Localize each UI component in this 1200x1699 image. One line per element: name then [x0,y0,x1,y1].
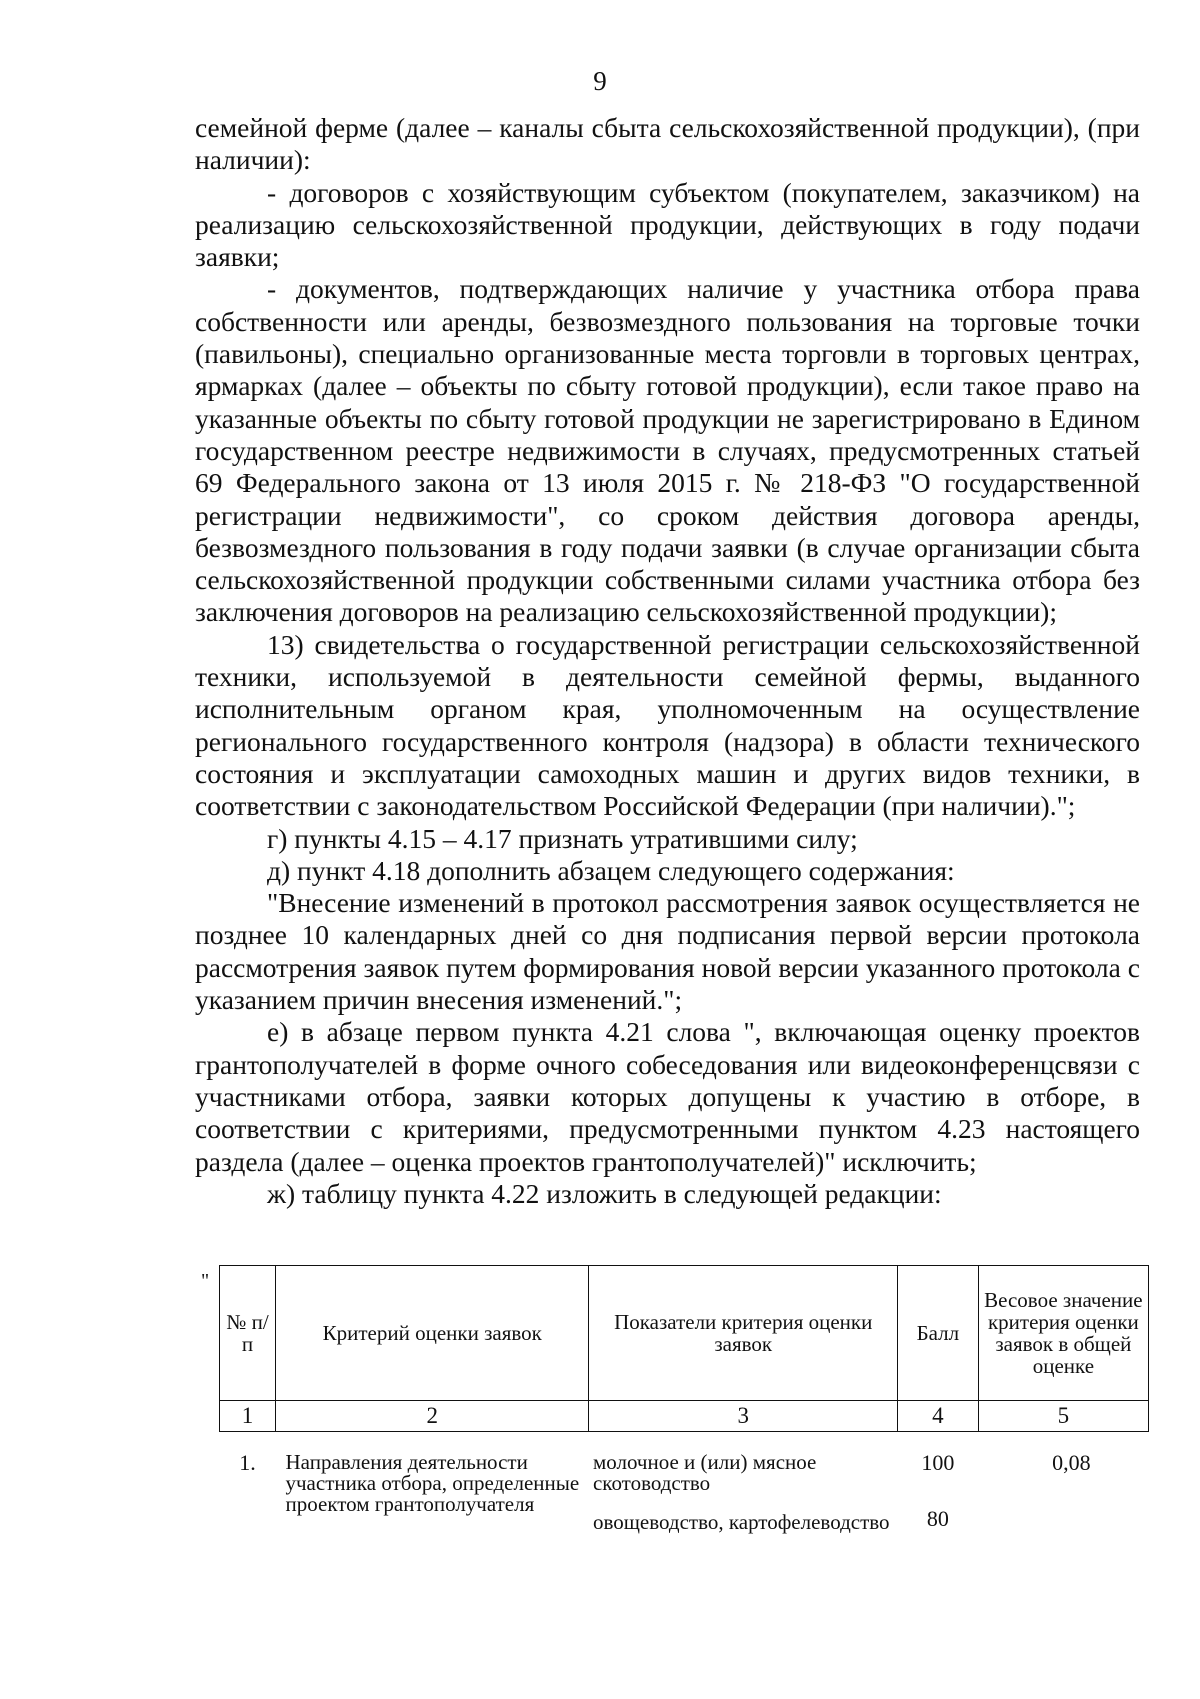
column-number: 5 [978,1401,1148,1432]
page-number: 9 [593,66,607,96]
row-number: 1. [239,1450,256,1475]
criterion-cell: Направления деятельности участника отбора, определенные проектом грантополучателя [285,1450,580,1516]
paragraph: семейной ферме (далее – каналы сбыта сельскохозяйственной продукции), (при наличии): [195,112,1140,176]
paragraph: д) пункт 4.18 дополнить абзацем следующего содержания: [267,854,955,886]
column-number: 3 [589,1401,898,1432]
header-indicators: Показатели критерия оценки заявок [589,1266,898,1401]
paragraph: г) пункты 4.15 – 4.17 признать утратившими силу; [267,822,858,854]
paragraph: 13) свидетельства о государственной регистрации сельскохозяйственной техники, используемой в деятельности семейной фермы, выданного исполнительным органом края, уполномоченным на осуществление регионального государственного контроля (надзора) в области технического состояния и эксплуатации самоходных машин и других видов техники, в соответствии с законодательством Российской Федерации (при наличии)."; [195,628,1140,822]
paragraph: е) в абзаце первом пункта 4.21 слова ", включающая оценку проектов грантополучателей в форме очного собеседования или видеоконференцсвязи с участниками отбора, заявки которых допущены к участию в отборе, в соответствии с критериями, предусмотренными пунктом 4.23 настоящего раздела (далее – оценка проектов грантополучателей)" исключить; [195,1016,1140,1177]
table-header-row [220,1266,1149,1401]
score-value: 80 [926,1506,949,1531]
table-open-quote: " [201,1270,210,1292]
column-number-row [220,1401,1149,1432]
paragraph: "Внесение изменений в протокол рассмотрения заявок осуществляется не позднее 10 календарных дней со дня подписания первой версии протокола рассмотрения заявок путем формирования новой версии указанного протокола с указанием причин внесения изменений."; [195,887,1140,1016]
weight-cell: 0,08 [1052,1450,1091,1475]
table-row [220,1432,1149,1536]
document-body [195,112,1140,1210]
paragraph: - договоров с хозяйствующим субъектом (покупателем, заказчиком) на реализацию сельскохозяйственной продукции, действующих в году подачи заявки; [195,176,1140,273]
score-cell [898,1432,979,1536]
paragraph: - документов, подтверждающих наличие у участника отбора права собственности или аренды, безвозмездного пользования на торговые точки (павильоны), специально организованные места торговли в торговых центрах, ярмарках (далее – объекты по сбыту готовой продукции), если такое право на указанные объекты по сбыту готовой продукции не зарегистрировано в Едином государственном реестре недвижимости в случаях, предусмотренных статьей 69 Федерального закона от 13 июля 2015 г. № 218-ФЗ "О государственной регистрации недвижимости", со сроком действия договора аренды, безвозмездного пользования в году подачи заявки (в случае организации сбыта сельскохозяйственной продукции собственными силами участника отбора без заключения договоров на реализацию сельскохозяйственной продукции); [195,273,1140,628]
header-criterion: Критерий оценки заявок [276,1266,589,1401]
header-score: Балл [898,1266,979,1401]
indicator-item: овощеводство, картофелеводство [592,1510,890,1534]
paragraph: ж) таблицу пункта 4.22 изложить в следующей редакции: [267,1177,942,1209]
header-weight: Весовое значение критерия оценки заявок в общей оценке [978,1266,1148,1401]
indicator-item: молочное и (или) мясное скотоводство [592,1450,817,1495]
criteria-table [219,1265,1149,1535]
column-number: 2 [276,1401,589,1432]
indicators-cell [589,1432,898,1536]
score-value: 100 [921,1450,955,1475]
column-number: 4 [898,1401,979,1432]
column-number: 1 [220,1401,276,1432]
header-number: № п/п [220,1266,276,1401]
